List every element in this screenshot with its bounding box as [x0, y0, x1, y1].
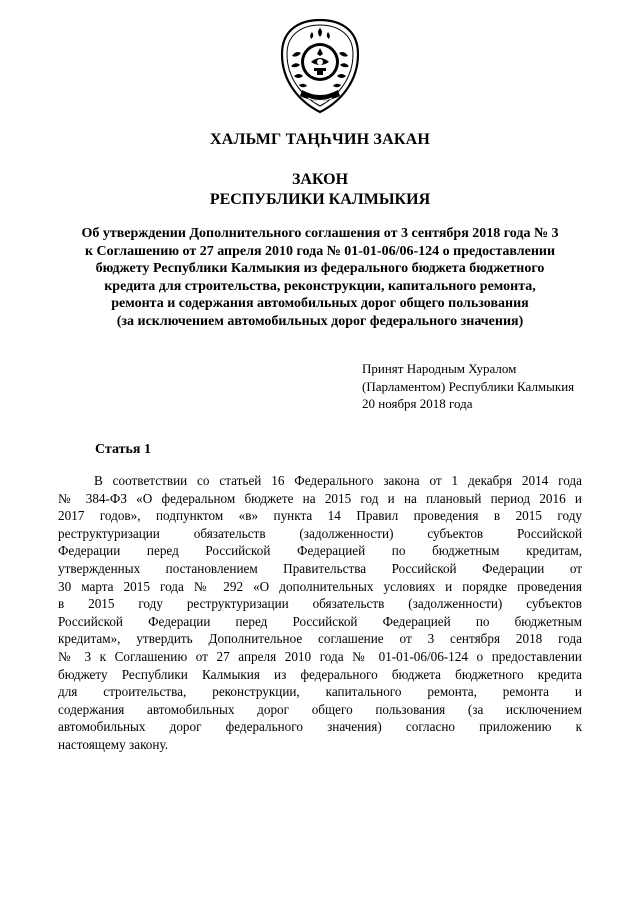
article-heading: Статья 1 [95, 442, 151, 457]
article-line: автомобильных дорог федерального значения) согласно приложению к [58, 719, 582, 735]
law-title-line: РЕСПУБЛИКИ КАЛМЫКИЯ [209, 191, 431, 208]
article-line: № 3 к Соглашению от 27 апреля 2010 года № 01-01-06/06-124 о предоставлении [58, 648, 582, 664]
article-line: для строительства, реконструкции, капитального ремонта, ремонта и [58, 684, 582, 700]
adoption-date: 20 ноября 2018 года [362, 396, 473, 411]
subject-line: Об утверждении Дополнительного соглашения от 3 сентября 2018 года № 3 [81, 226, 559, 241]
subject-line: к Соглашению от 27 апреля 2010 года № 01-01-06/06-124 о предоставлении [84, 243, 556, 259]
adoption-line: Принят Народным Хуралом [362, 361, 517, 376]
subject-line: (за исключением автомобильных дорог федерального значения) [116, 313, 524, 329]
article-body [58, 472, 582, 754]
law-title-line: ЗАКОН [291, 171, 349, 188]
adoption-note [362, 360, 574, 413]
article-line: Российской Федерации перед Российской Федерацией по бюджетным [58, 613, 582, 629]
article-line: Федерации перед Российской Федерацией по бюджетным кредитам, [58, 543, 582, 559]
law-subject [58, 225, 582, 331]
subject-line: ремонта и содержания автомобильных дорог общего пользования [111, 296, 529, 312]
republic-of-kalmykia-coat-of-arms-icon [278, 18, 362, 114]
article-line: реструктуризации обязательств (задолженности) субъектов Российской [58, 525, 582, 541]
article-line: в 2015 году реструктуризации обязательств (задолженности) субъектов [58, 596, 582, 612]
subject-line: бюджету Республики Калмыкия из федерального бюджета бюджетного [95, 261, 545, 277]
article-line: бюджету Республики Калмыкия из федерального бюджета бюджетного кредита [58, 666, 582, 682]
law-title [0, 170, 640, 210]
article-line: № 384-ФЗ «О федеральном бюджете на 2015 год и на плановый период 2016 и [58, 490, 582, 506]
article-line: настоящему закону. [58, 736, 169, 752]
adoption-line: (Парламентом) Республики Калмыкия [362, 378, 575, 394]
article-line: 2017 годов», подпунктом «в» пункта 14 Правил проведения в 2015 году [58, 508, 582, 524]
article-line: утвержденных постановлением Правительства Российской Федерации от [58, 560, 582, 576]
article-line: 30 марта 2015 года № 292 «О дополнительных условиях и порядке проведения [58, 578, 582, 594]
article-line: содержания автомобильных дорог общего пользования (за исключением [58, 701, 582, 717]
subject-line: кредита для строительства, реконструкции, капитального ремонта, [104, 278, 536, 294]
kalmyk-law-title: ХАЛЬМГ ТАҢҺЧИН ЗАКАН [209, 131, 431, 148]
article-line: кредитам», утвердить Дополнительное соглашение от 3 сентября 2018 года [58, 631, 582, 647]
article-line: В соответствии со статьей 16 Федерального закона от 1 декабря 2014 года [94, 473, 582, 488]
